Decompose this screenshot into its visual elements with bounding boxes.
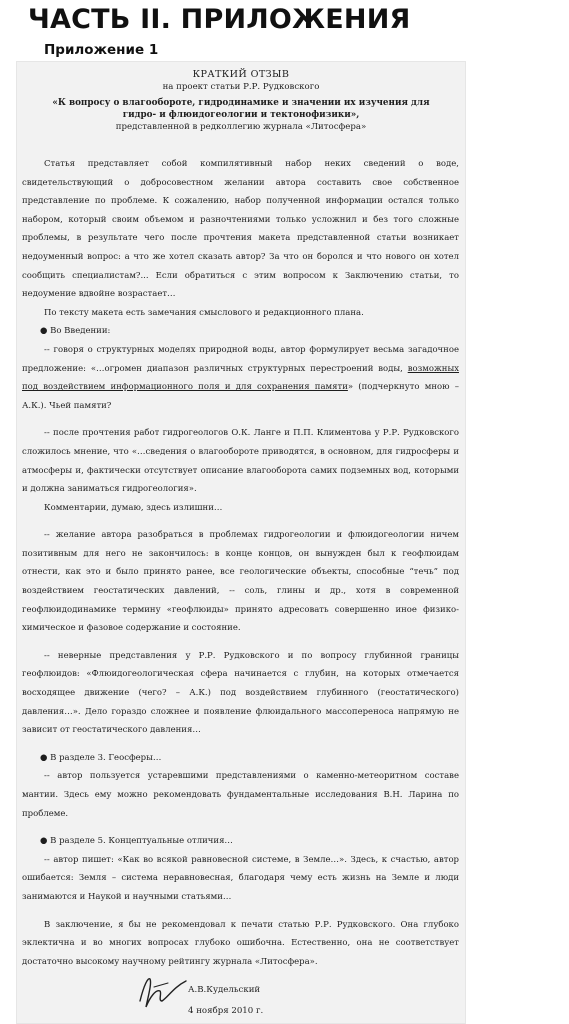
quote-text: -- говоря о структурных моделях природной воды, автор формулирует весьма загадочное предложение: «…огромен диапазон различных структурных перестроений воды, bbox=[22, 344, 459, 374]
paragraph-comments: Комментарии, думаю, здесь излишни… bbox=[44, 502, 223, 513]
appendix-label: Приложение 1 bbox=[44, 42, 159, 58]
paragraph-conclusion: В заключение, я бы не рекомендовал к печати статью Р.Р. Рудковского. Она глубоко эклектична и во многих вопросах глубоко ошибочна. Естественно, она не соответствует достаточно высокому научному рейтингу журнала «Литосфера». bbox=[22, 919, 459, 967]
journal-line: представленной в редколлегию журнала «Литосфера» bbox=[115, 122, 367, 132]
handwritten-signature bbox=[134, 967, 194, 1015]
paragraph-equilibrium: -- автор пишет: «Как во всякой равновесной системе, в Земле…». Здесь, к счастью, автор ошибается: Земля – система неравновесная, благодаря чему есть жизнь на Земле и люди занимаются и Наукой и научными статьями… bbox=[22, 854, 459, 902]
scanned-review-document bbox=[16, 61, 466, 1024]
paragraph-mantle: -- автор пользуется устаревшими представлениями о каменно-метеоритном составе мантии. Здесь ему можно рекомендовать фундаментальные исследования В.Н. Ларина по проблеме. bbox=[22, 771, 459, 819]
paragraph-remarks: По тексту макета есть замечания смыслового и редакционного плана. bbox=[44, 307, 364, 318]
review-body bbox=[22, 155, 459, 971]
review-subtitle: на проект статьи Р.Р. Рудковского bbox=[162, 82, 320, 92]
page-title: ЧАСТЬ II. ПРИЛОЖЕНИЯ bbox=[28, 4, 411, 35]
paragraph-intro: Статья представляет собой компилятивный набор неких сведений о воде, свидетельствующий о добросовестном желании автора составить свое собственное представление по проблеме. К сожалению, набор полученной информации остался только набором, который своим объемом и разночтениями только усложнил и без того сложные проблемы, в результате чего после прочтения макета представленной статьи возникает недоуменный вопрос: а что же хотел сказать автор? За что он боролся и что нового он хотел сообщить специалистам?... Если обратиться с этим вопросом к Заключению статьи, то недоумение вдвойне возрастает… bbox=[22, 159, 459, 300]
signer-name: А.В.Кудельский bbox=[188, 985, 261, 995]
paragraph-geofluids: -- желание автора разобраться в проблемах гидрогеологии и флюидогеологии ничем позитивным для него не закончилось: в конце концов, он вынужден был к геофлюидам отнести, как это и было принято ранее, все геологические объекты, способные “течь” под воздействием геостатических давлений, -- соль, глины и др., хотя в современной геофлюидодинамике термину «геофлюиды» принято адресовать совершенно иное физико-химическое и фазовое содержание и состояние. bbox=[22, 530, 459, 634]
article-topic: «К вопросу о влагообороте, гидродинамике и значении их изучения для гидро- и флюидогеологии и тектонофизики», bbox=[52, 98, 430, 120]
bullet-introduction: ● Во Введении: bbox=[40, 326, 111, 337]
review-title: КРАТКИЙ ОТЗЫВ bbox=[192, 69, 290, 80]
bullet-section-3: ● В разделе 3. Геосферы… bbox=[40, 752, 162, 763]
underlined-quote: возможных под воздействием информационного поля и для сохранения памяти bbox=[22, 363, 459, 393]
paragraph-boundary: -- неверные представления у Р.Р. Рудковского и по вопросу глубинной границы геофлюидов: «Флюидогеологическая сфера начинается с глубин, на которых отмечается восходящее движение (чего? – А.К.) под воздействием глубинного (геостатического) давления…». Дело гораздо сложнее и появление флюидального массопереноса напрямую не зависит от геостатического давления… bbox=[22, 650, 459, 736]
paragraph-structural-models bbox=[22, 341, 459, 415]
quote-tail: » (подчеркнуто мною – А.К.). Чьей памяти? bbox=[22, 382, 460, 411]
signature-date: 4 ноября 2010 г. bbox=[188, 1006, 264, 1016]
bullet-section-5: ● В разделе 5. Концептуальные отличия… bbox=[40, 836, 233, 847]
paragraph-hydrogeologists: -- после прочтения работ гидрогеологов О.К. Ланге и П.П. Климентова у Р.Р. Рудковского сложилось мнение, что «…сведения о влагообороте приводятся, в основном, для гидросферы и атмосферы и, фактически отсутствует описание влагооборота самих подземных вод, которыми и должна заниматься гидрогеология». bbox=[22, 428, 459, 495]
